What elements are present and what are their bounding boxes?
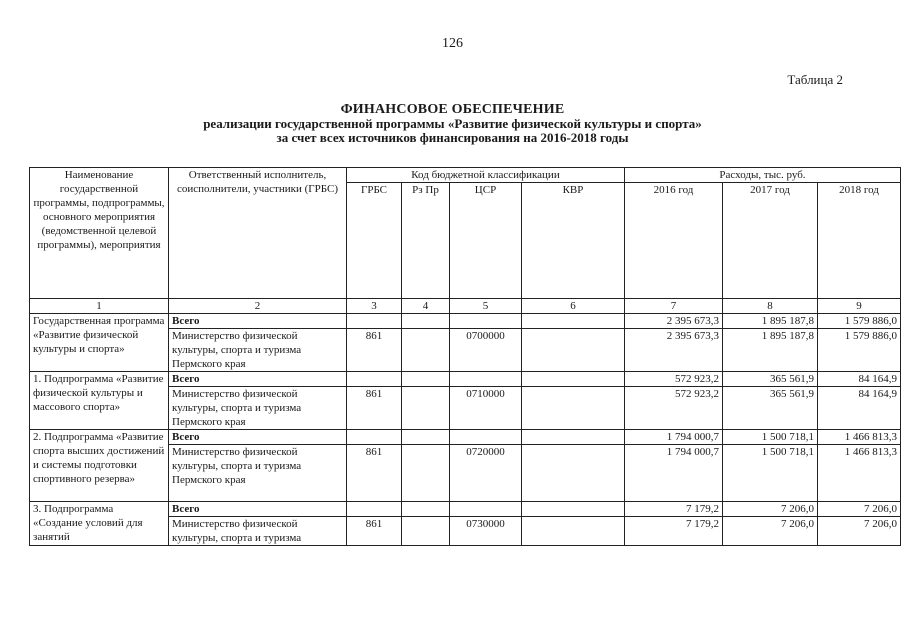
- document-subtitle-2: за счет всех источников финансирования на 2016-2018 годы: [276, 130, 629, 145]
- header-code-group: Код бюджетной классификации: [347, 168, 625, 183]
- grbs-cell: 861: [347, 517, 402, 546]
- kvr-cell: [522, 387, 625, 430]
- header-csr: ЦСР: [450, 183, 522, 299]
- total-label: Всего: [169, 430, 347, 445]
- total-2018: 1 579 886,0: [818, 314, 901, 329]
- value-2016: 7 179,2: [625, 517, 723, 546]
- kvr-cell: [522, 329, 625, 372]
- value-2016: 1 794 000,7: [625, 445, 723, 502]
- total-2016: 572 923,2: [625, 372, 723, 387]
- value-2018: 84 164,9: [818, 387, 901, 430]
- header-rzpr: Рз Пр: [402, 183, 450, 299]
- value-2018: 1 579 886,0: [818, 329, 901, 372]
- value-2018: 7 206,0: [818, 517, 901, 546]
- column-number: 7: [625, 299, 723, 314]
- table-row: [30, 372, 901, 387]
- value-2018: 1 466 813,3: [818, 445, 901, 502]
- executor-cell: Министерство физической культуры, спорта и туризма Пермского края: [169, 445, 347, 502]
- page-number: 126: [442, 36, 463, 51]
- total-2018: 7 206,0: [818, 502, 901, 517]
- program-name: Государственная программа «Развитие физической культуры и спорта»: [30, 314, 169, 372]
- subprogram-name: 2. Подпрограмма «Развитие спорта высших достижений и системы подготовки спортивного резерва»: [30, 430, 169, 502]
- value-2017: 365 561,9: [723, 387, 818, 430]
- column-number: 9: [818, 299, 901, 314]
- grbs-cell: 861: [347, 387, 402, 430]
- financing-table: [29, 167, 901, 546]
- value-2017: 7 206,0: [723, 517, 818, 546]
- kvr-cell: [522, 445, 625, 502]
- total-label: Всего: [169, 502, 347, 517]
- total-2017: 7 206,0: [723, 502, 818, 517]
- column-number: 1: [30, 299, 169, 314]
- document-title: ФИНАНСОВОЕ ОБЕСПЕЧЕНИЕ: [340, 102, 565, 117]
- total-2017: 365 561,9: [723, 372, 818, 387]
- column-number: 6: [522, 299, 625, 314]
- total-label: Всего: [169, 314, 347, 329]
- column-number: 2: [169, 299, 347, 314]
- total-2017: 1 500 718,1: [723, 430, 818, 445]
- document-heading: [0, 103, 905, 145]
- column-number: 5: [450, 299, 522, 314]
- kvr-cell: [522, 517, 625, 546]
- table-label: Таблица 2: [787, 72, 843, 87]
- executor-cell: Министерство физической культуры, спорта и туризма: [169, 517, 347, 546]
- document-subtitle-1: реализации государственной программы «Развитие физической культуры и спорта»: [203, 116, 702, 131]
- total-label: Всего: [169, 372, 347, 387]
- value-2017: 1 895 187,8: [723, 329, 818, 372]
- rzpr-cell: [402, 445, 450, 502]
- rzpr-cell: [402, 387, 450, 430]
- total-2018: 1 466 813,3: [818, 430, 901, 445]
- csr-cell: 0710000: [450, 387, 522, 430]
- csr-cell: 0720000: [450, 445, 522, 502]
- value-2017: 1 500 718,1: [723, 445, 818, 502]
- csr-cell: 0730000: [450, 517, 522, 546]
- table-row: [30, 314, 901, 329]
- header-grbs: ГРБС: [347, 183, 402, 299]
- total-2018: 84 164,9: [818, 372, 901, 387]
- total-2016: 2 395 673,3: [625, 314, 723, 329]
- total-2017: 1 895 187,8: [723, 314, 818, 329]
- header-name: Наименование государственной программы, подпрограммы, основного мероприятия (ведомственной целевой программы), мероприятия: [30, 168, 169, 299]
- value-2016: 2 395 673,3: [625, 329, 723, 372]
- header-executor: Ответственный исполнитель, соисполнители, участники (ГРБС): [169, 168, 347, 299]
- csr-cell: 0700000: [450, 329, 522, 372]
- value-2016: 572 923,2: [625, 387, 723, 430]
- grbs-cell: 861: [347, 329, 402, 372]
- table-row: [30, 502, 901, 517]
- table-row: [30, 430, 901, 445]
- column-number: 8: [723, 299, 818, 314]
- subprogram-name: 1. Подпрограмма «Развитие физической культуры и массового спорта»: [30, 372, 169, 430]
- executor-cell: Министерство физической культуры, спорта и туризма Пермского края: [169, 387, 347, 430]
- rzpr-cell: [402, 517, 450, 546]
- rzpr-cell: [402, 329, 450, 372]
- header-2017: 2017 год: [723, 183, 818, 299]
- subprogram-name: 3. Подпрограмма «Создание условий для занятий: [30, 502, 169, 546]
- column-number: 4: [402, 299, 450, 314]
- header-row-1: [30, 168, 901, 183]
- total-2016: 1 794 000,7: [625, 430, 723, 445]
- header-expense-group: Расходы, тыс. руб.: [625, 168, 901, 183]
- header-kvr: КВР: [522, 183, 625, 299]
- column-number-row: [30, 299, 901, 314]
- grbs-cell: 861: [347, 445, 402, 502]
- column-number: 3: [347, 299, 402, 314]
- executor-cell: Министерство физической культуры, спорта и туризма Пермского края: [169, 329, 347, 372]
- header-2016: 2016 год: [625, 183, 723, 299]
- header-2018: 2018 год: [818, 183, 901, 299]
- total-2016: 7 179,2: [625, 502, 723, 517]
